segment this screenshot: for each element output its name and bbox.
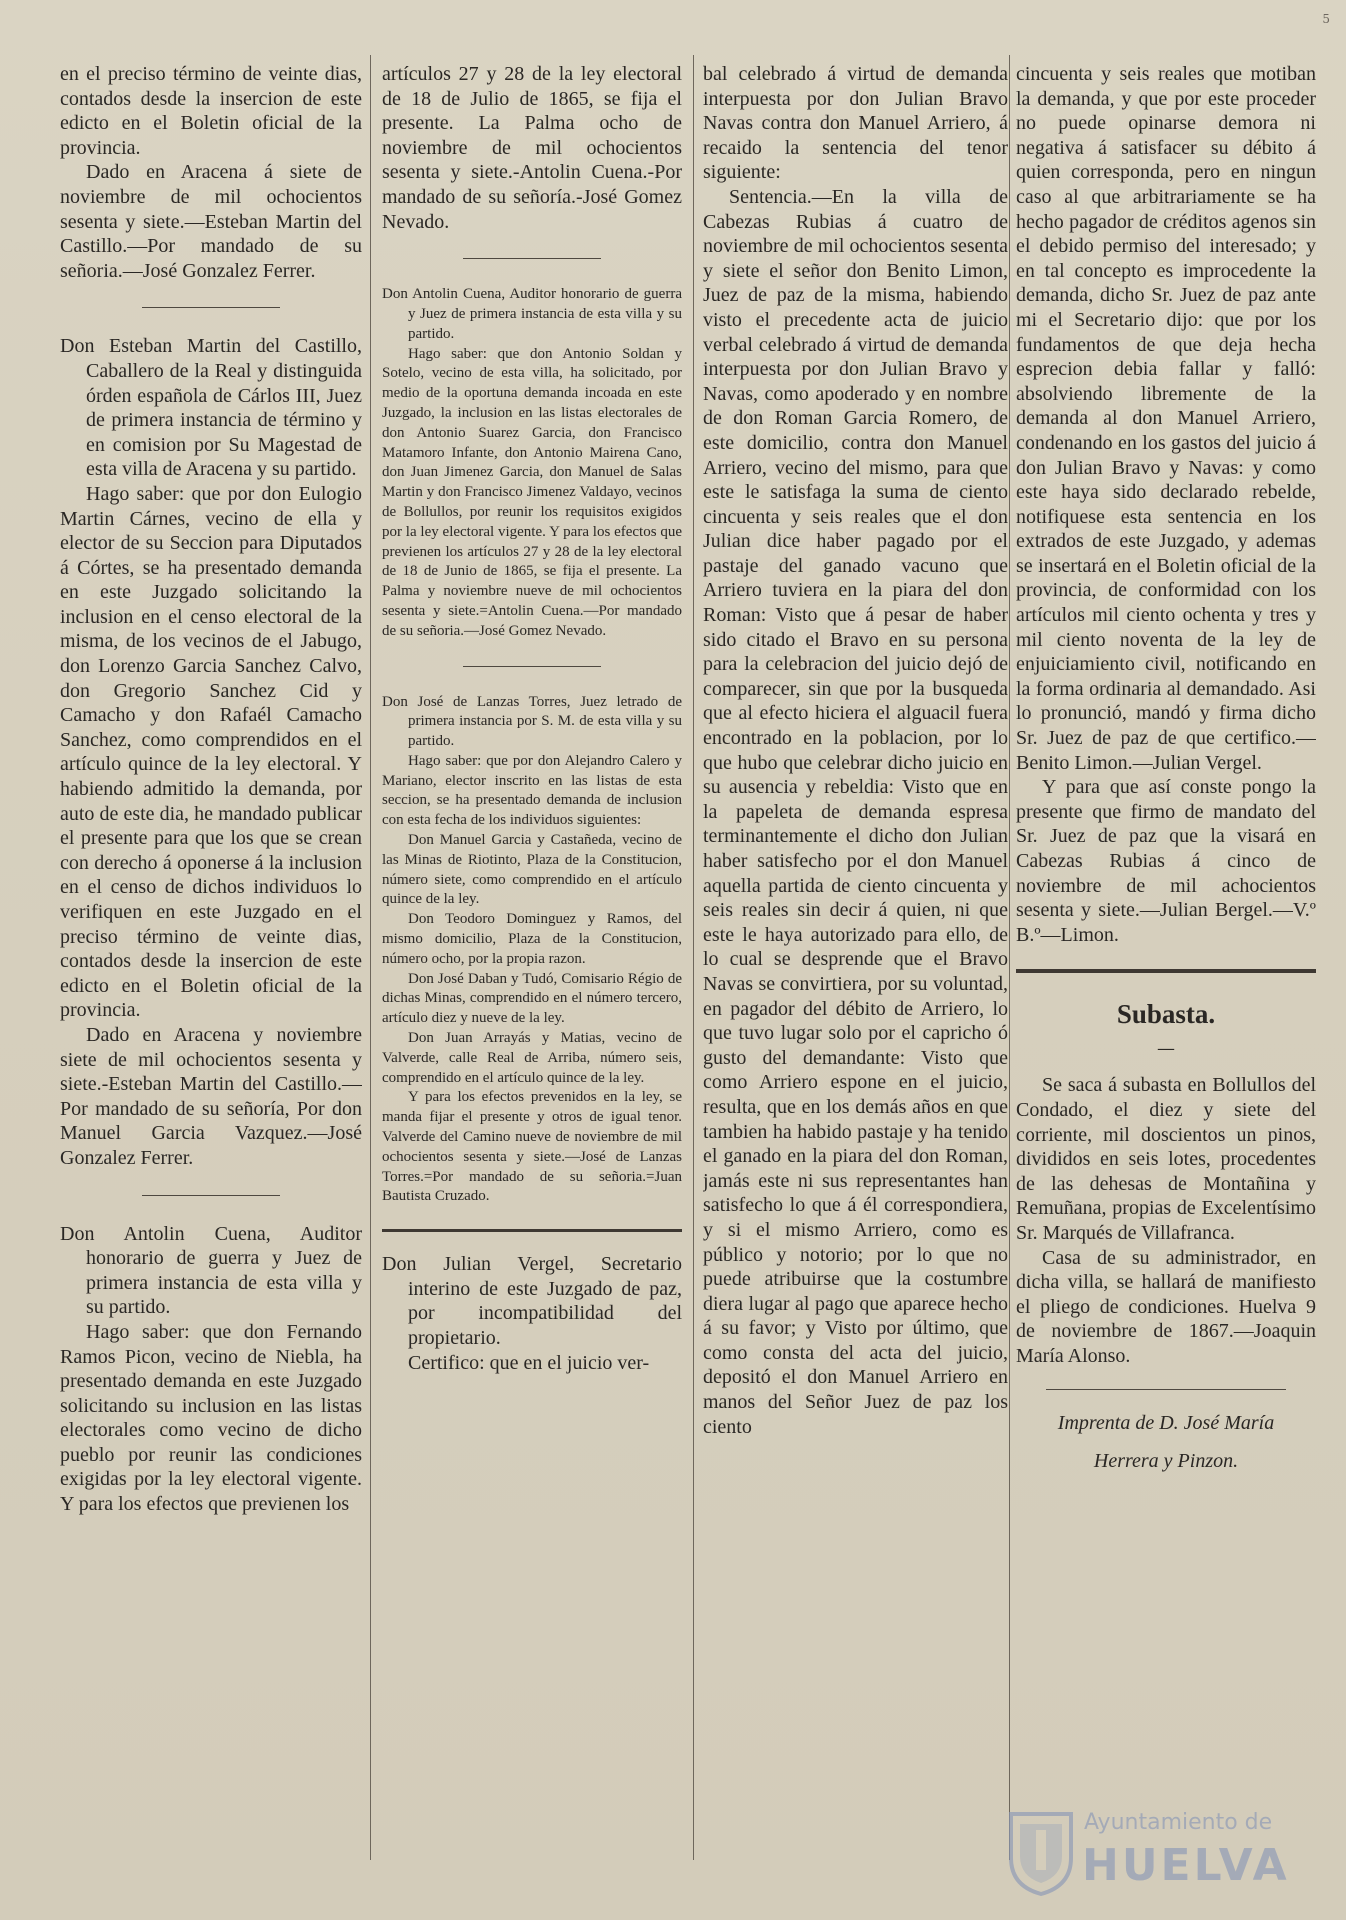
edict-body: Hago saber: que por don Alejandro Calero y Mariano, elector inscrito en las listas de esta seccion, se ha presentado demanda de inclusion con esta fecha de los individuos siguientes: <box>382 752 682 829</box>
section-rule-thick <box>382 1229 682 1232</box>
section-rule <box>1046 1389 1286 1390</box>
auction-signature: Casa de su administrador, en dicha villa, se hallará de manifiesto el pliego de condiciones. Huelva 9 de noviembre de 1867.—Joaquin María Alonso. <box>1016 1246 1316 1367</box>
corner-mark: 5 <box>1322 12 1330 26</box>
column-divider <box>693 55 694 1860</box>
section-rule <box>142 307 281 308</box>
watermark-top-text: Ayuntamiento de <box>1084 1810 1273 1835</box>
certificate-body: Certifico: que en el juicio ver- <box>408 1351 650 1374</box>
column-1 <box>60 62 362 1890</box>
certificate-heading: Don Julian Vergel, Secretario interino de este Juzgado de paz, por incompatibilidad del propietario. <box>382 1253 682 1349</box>
section-rule-thick <box>1016 969 1316 973</box>
section-rule <box>463 258 601 259</box>
auction-title: Subasta. <box>1116 999 1216 1030</box>
certificate-continuation: bal celebrado á virtud de demanda interpuesta por don Julian Bravo Navas contra don Manuel Arriero, á recaido la sentencia del tenor siguiente: <box>703 63 1008 184</box>
archive-watermark <box>1006 1806 1290 1902</box>
edict-item: Don Manuel Garcia y Castañeda, vecino de las Minas de Riotinto, Plaza de la Constitucion, número siete, como comprendido en el artículo quince de la ley. <box>382 832 682 908</box>
edict-heading: Don José de Lanzas Torres, Juez letrado de primera instancia por S. M. de esta villa y su partido. <box>382 693 682 750</box>
edict-signature: Dado en Aracena y noviembre siete de mil ochocientos sesenta y siete.-Esteban Martin del Castillo.—Por mandado de su señoría, Por don Manuel Garcia Vazquez.—José Gonzalez Ferrer. <box>60 1023 362 1169</box>
sentence-continuation: cincuenta y seis reales que motiban la demanda, y que por este proceder no puede opinarse demora ni negativa á satisfacer su débito á quien corresponda, pero en ningun caso al que arbitrariamente se ha hecho pagador de créditos agenos sin el debido permiso del interesado; y en tal concepto es improcedente la demanda, dicho Sr. Juez de paz ante mi el Secretario dijo: que por los fundamentos de que deja hecha esprecion debia fallar y falló: absolviendo libremente de la demanda al don Manuel Arriero, condenando en los gastos del juicio á don Julian Bravo y Navas: y como este haya sido declarado rebelde, notifiquese esta sentencia en los extrados de este Juzgado, y ademas se insertará en el Boletin oficial de la provincia, de conformidad con los artículos mil ciento ochenta y tres y mil ciento noventa de la ley de enjuiciamiento civil, notificando en la forma ordinaria al demandado. Asi lo pronunció, mandó y firma dicho Sr. Juez de paz de que certifico.—Benito Limon.—Julian Vergel. <box>1016 63 1316 774</box>
section-rule <box>463 666 601 667</box>
edict-continuation: en el preciso término de veinte dias, contados desde la insercion de este edicto en el Boletin oficial de la provincia. <box>60 63 362 159</box>
edict-item: Don José Daban y Tudó, Comisario Régio de dichas Minas, comprendido en el número tercero, artículo diez y nueve de la ley. <box>382 970 682 1027</box>
edict-body: Hago saber: que don Fernando Ramos Picon, vecino de Niebla, ha presentado demanda en este Juzgado solicitando su inclusion en las listas electorales como vecino de dicho pueblo por reunir las condiciones exigidas por la ley electoral vigente. Y para los efectos que previenen los <box>60 1320 362 1516</box>
printer-line-2: Herrera y Pinzon. <box>1093 1449 1239 1472</box>
column-divider <box>1009 55 1010 1860</box>
edict-heading: Don Antolin Cuena, Auditor honorario de guerra y Juez de primera instancia de esta villa y su partido. <box>60 1222 362 1319</box>
edict-item: Don Teodoro Dominguez y Ramos, del mismo domicilio, Plaza de la Constitucion, número ocho, por la propia razon. <box>382 911 682 967</box>
edict-body: Hago saber: que por don Eulogio Martin Cárnes, vecino de ella y elector de su Seccion para Diputados á Córtes, se ha presentado demanda en este Juzgado solicitando la inclusion en el censo electoral de la misma, de los vecinos de el Jabugo, don Lorenzo Garcia Sanchez Calvo, don Gregorio Sanchez Cid y Camacho y don Rafaél Camacho Sanchez, como comprendidos en el artículo quince de la ley electoral. Y habiendo admitido la demanda, por auto de este dia, he mandado publicar el presente para que los que se crean con derecho á oponerse á la inclusion en el censo de dichos individuos lo verifiquen en este Juzgado en el preciso término de veinte dias, contados desde la insercion de este edicto en el Boletin oficial de la provincia. <box>60 482 362 1022</box>
edict-body: Hago saber: que don Antonio Soldan y Sotelo, vecino de esta villa, ha solicitado, por medio de la oportuna demanda incoada en este Juzgado, la inclusion en las listas electorales de don Antonio Suarez Garcia, don Francisco Matamoro Infante, don Antonio Mairena Cano, don Juan Jimenez Garcia, don Manuel de Salas Martin y don Francisco Jimenez Valdayo, vecinos de Bollullos, por reunir los requisitos exigidos por la ley electoral vigente. Y para los efectos que previenen los artículos 27 y 28 de la ley electoral de 18 de Junio de 1865, se fija el presente. La Palma y noviembre nueve de mil ochocientos sesenta y siete.=Antolin Cuena.—Por mandado de su señoria.—José Gomez Nevado. <box>382 345 682 639</box>
edict-signature: Dado en Aracena á siete de noviembre de mil ochocientos sesenta y siete.—Esteban Martin del Castillo.—Por mandado de su señoria.—José Gonzalez Ferrer. <box>60 161 362 282</box>
edict-item: Don Juan Arrayás y Matias, vecino de Valverde, calle Real de Arriba, número seis, comprendido en el artículo quince de la ley. <box>382 1030 682 1086</box>
auction-dash: — <box>1157 1038 1175 1060</box>
column-3 <box>703 62 1008 1890</box>
column-2 <box>382 62 682 1890</box>
column-4 <box>1016 62 1316 1890</box>
printer-line-1: Imprenta de D. José María <box>1057 1411 1275 1434</box>
certificate-closing: Y para que así conste pongo la presente que firmo de mandato del Sr. Juez de paz que la visará en Cabezas Rubias á cinco de noviembre de mil achocientos sesenta y siete.—Julian Bergel.—V.º B.º—Limon. <box>1016 776 1316 946</box>
edict-signature: Y para los efectos prevenidos en la ley, se manda fijar el presente y otros de igual tenor. Valverde del Camino nueve de noviembre de mil ochocientos sesenta y siete.—José de Lanzas Torres.=Por mandado de su señoria.=Juan Bautista Cruzado. <box>382 1089 682 1205</box>
watermark-city-text: HUELVA <box>1082 1840 1290 1891</box>
edict-heading: Don Antolin Cuena, Auditor honorario de guerra y Juez de primera instancia de esta villa y su partido. <box>382 286 682 342</box>
edict-continuation: artículos 27 y 28 de la ley electoral de 18 de Julio de 1865, se fija el presente. La Palma ocho de noviembre de mil ochocientos sesenta y siete.-Antolin Cuena.-Por mandado de su señoría.-José Gomez Nevado. <box>382 63 682 233</box>
printer-imprint <box>1016 1404 1316 1480</box>
auction-body: Se saca á subasta en Bollullos del Condado, el diez y siete del corriente, mil doscientos un pinos, divididos en seis lotes, procedentes de las dehesas de Montañina y Remuñana, propias de Excelentísimo Sr. Marqués de Villafranca. <box>1016 1074 1316 1244</box>
edict-heading: Don Esteban Martin del Castillo, Caballero de la Real y distinguida órden española de Cárlos III, Juez de primera instancia de término y en comision por Su Magestad de esta villa de Aracena y su partido. <box>60 335 362 481</box>
column-divider <box>370 55 371 1860</box>
sentence-body: Sentencia.—En la villa de Cabezas Rubias á cuatro de noviembre de mil ochocientos sesenta y siete el señor don Benito Limon, Juez de paz de la misma, habiendo visto el precedente acta de juicio verbal celebrado á virtud de demanda interpuesta por don Julian Bravo y Navas, como apoderado y en nombre de don Roman Garcia Romero, de este domicilio, contra don Manuel Arriero, vecino del mismo, para que este le satisfaga la suma de ciento cincuenta y seis reales que el don Julian dice haber pagado por el pastaje del ganado vacuno que Arriero tuviera en la piara del don Roman: Visto que á pesar de haber sido citado el Bravo en su persona para la celebracion del juicio dejó de comparecer, sin que por la busqueda que al efecto hiciera el alguacil fuera encontrado en la poblacion, por lo que hubo que celebrar dicho juicio en su ausencia y rebeldia: Visto que en la papeleta de demanda espresa terminantemente el dicho don Julian haber satisfecho por el don Manuel aquella partida de ciento cincuenta y seis reales sin decir á quien, ni que este le haya autorizado para ello, de lo cual se desprende que el Bravo Navas se convirtiera, por su voluntad, en pagador del débito de Arriero, lo que tuvo lugar solo por el capricho ó gusto del demandante: Visto que como Arriero espone en el juicio, resulta, que en los demás años en que tambien ha habido pastaje y ha tenido el ganado en la piara del don Roman, jamás este ni sus representantes han satisfecho lo que á él correspondiera, y si el mismo Arriero, como es público y notorio; por lo que no puede atribuirse que la costumbre diera lugar al pago que aparece hecho á su favor; y Visto por último, que como consta del acta del juicio, depositó el don Manuel Arriero en manos del Señor Juez de paz los ciento <box>703 185 1008 1438</box>
section-rule <box>142 1195 281 1196</box>
crest-icon <box>1006 1808 1076 1896</box>
